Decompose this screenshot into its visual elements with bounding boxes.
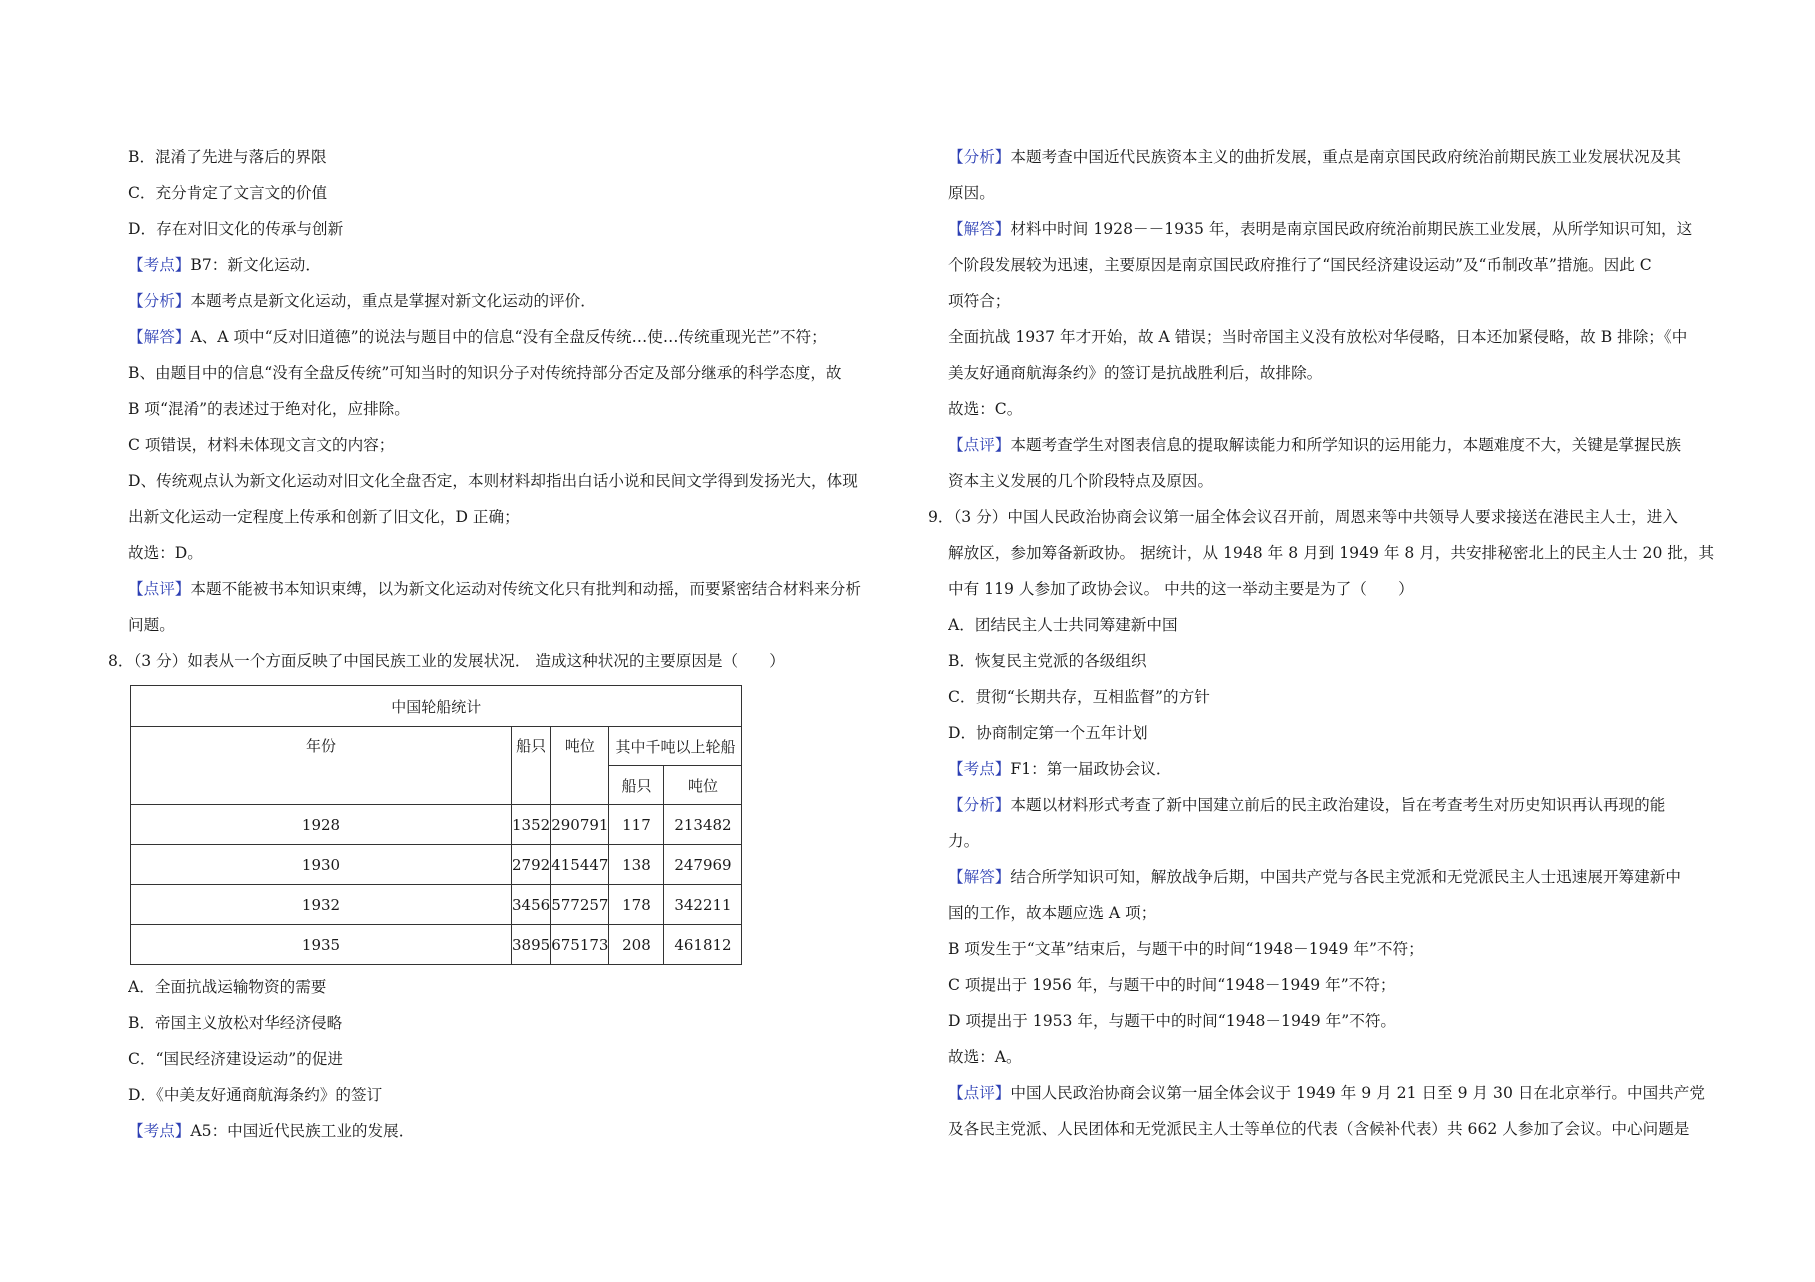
table-caption: 中国轮船统计 (131, 686, 742, 727)
cell-ships: 3456 (512, 885, 551, 925)
kaodian-text: A5：中国近代民族工业的发展． (190, 1122, 415, 1140)
cell-year: 1935 (131, 925, 512, 965)
fenxi-text: 本题考查中国近代民族资本主义的曲折发展，重点是南京国民政府统治前期民族工业发展状况及其 (1010, 148, 1681, 166)
cell-ships: 3895 (512, 925, 551, 965)
kaodian-tag: 【考点】 (128, 256, 191, 274)
fenxi-text: 本题以材料形式考查了新中国建立前后的民主政治建设，旨在考查考生对历史知识再认再现的能 (1010, 796, 1666, 814)
table-row (131, 805, 742, 845)
q9-fenxi (948, 787, 1720, 823)
table-header-sub-ships: 船只 (609, 766, 664, 805)
cell-sub-tonnage: 213482 (664, 805, 742, 845)
q8-stem: 8．（3 分）如表从一个方面反映了中国民族工业的发展状况． 造成这种状况的主要原因是（ ） (108, 652, 785, 670)
q9-option-d: D．协商制定第一个五年计划 (948, 724, 1148, 742)
fenxi-tag: 【分析】 (948, 796, 1011, 814)
cell-sub-tonnage: 247969 (664, 845, 742, 885)
cell-sub-tonnage: 461812 (664, 925, 742, 965)
cell-tonnage: 577257 (551, 885, 609, 925)
q8-option-d: D．《中美友好通商航海条约》的签订 (128, 1086, 383, 1104)
q8-option-a: A．全面抗战运输物资的需要 (128, 978, 327, 996)
q9-stem-line: 解放区，参加筹备新政协。 据统计，从 1948 年 8 月到 1949 年 8 月，共安排秘密北上的民主人士 20 批，其 (948, 544, 1715, 562)
fenxi-tag: 【分析】 (948, 148, 1011, 166)
q7-jieda-line: B、由题目中的信息“没有全盘反传统”可知当时的知识分子对传统持部分否定及部分继承的科学态度，故 (128, 364, 842, 382)
dianping-text: 本题考查学生对图表信息的提取解读能力和所学知识的运用能力，本题难度不大，关键是掌握民族 (1010, 436, 1681, 454)
q7-jieda-line: D、传统观点认为新文化运动对旧文化全盘否定，本则材料却指出白话小说和民间文学得到发扬光大，体现 (128, 472, 858, 490)
table-header-group: 其中千吨以上轮船 (609, 727, 742, 766)
q9-jieda-line: C 项提出于 1956 年，与题干中的时间“1948－1949 年”不符； (948, 976, 1396, 994)
q7-answer: 故选：D。 (128, 544, 203, 562)
table-row (131, 885, 742, 925)
q8-fenxi-line: 原因。 (948, 184, 995, 202)
q8-answer: 故选：C。 (948, 400, 1023, 418)
q7-option-d: D．存在对旧文化的传承与创新 (128, 220, 344, 238)
cell-year: 1930 (131, 845, 512, 885)
q9-dianping-line: 及各民主党派、人民团体和无党派民主人士等单位的代表（含候补代表）共 662 人参加了会议。中心问题是 (948, 1120, 1690, 1138)
table-header-year: 年份 (131, 727, 512, 805)
fenxi-text: 本题考点是新文化运动，重点是掌握对新文化运动的评价． (190, 292, 596, 310)
q8-jieda-line: 美友好通商航海条约》的签订是抗战胜利后，故排除。 (948, 364, 1323, 382)
table-row (131, 925, 742, 965)
q8-fenxi (948, 139, 1720, 175)
kaodian-text: F1：第一届政协会议． (1010, 760, 1172, 778)
dianping-tag: 【点评】 (948, 1084, 1011, 1102)
q8-option-c: C．“国民经济建设运动”的促进 (128, 1050, 344, 1068)
kaodian-tag: 【考点】 (948, 760, 1011, 778)
jieda-tag: 【解答】 (128, 328, 191, 346)
cell-tonnage: 290791 (551, 805, 609, 845)
q9-jieda (948, 859, 1720, 895)
q8-jieda (948, 211, 1720, 247)
q9-stem-line: 9．（3 分）中国人民政治协商会议第一届全体会议召开前，周恩来等中共领导人要求接送在港民主人士，进入 (928, 508, 1678, 526)
q9-option-a: A．团结民主人士共同筹建新中国 (948, 616, 1178, 634)
q7-jieda-line: 出新文化运动一定程度上传承和创新了旧文化，D 正确； (128, 508, 520, 526)
ship-statistics-table (130, 685, 742, 965)
cell-sub-tonnage: 342211 (664, 885, 742, 925)
cell-sub-ships: 117 (609, 805, 664, 845)
q7-dianping-line: 问题。 (128, 616, 175, 634)
q7-jieda (128, 319, 898, 355)
q8-option-b: B．帝国主义放松对华经济侵略 (128, 1014, 343, 1032)
cell-tonnage: 675173 (551, 925, 609, 965)
jieda-tag: 【解答】 (948, 220, 1011, 238)
kaodian-text: B7：新文化运动． (190, 256, 321, 274)
dianping-tag: 【点评】 (948, 436, 1011, 454)
dianping-text: 中国人民政治协商会议第一届全体会议于 1949 年 9 月 21 日至 9 月 30 日在北京举行。中国共产党 (1010, 1084, 1705, 1102)
fenxi-tag: 【分析】 (128, 292, 191, 310)
q8-dianping (948, 427, 1720, 463)
q9-option-b: B．恢复民主党派的各级组织 (948, 652, 1147, 670)
left-column (108, 139, 898, 1149)
cell-year: 1928 (131, 805, 512, 845)
q8-dianping-line: 资本主义发展的几个阶段特点及原因。 (948, 472, 1214, 490)
q9-kaodian (948, 751, 1720, 787)
table-header-sub-tonnage: 吨位 (664, 766, 742, 805)
table-header-tonnage: 吨位 (551, 727, 609, 805)
jieda-tag: 【解答】 (948, 868, 1011, 886)
q9-jieda-line: D 项提出于 1953 年，与题干中的时间“1948－1949 年”不符。 (948, 1012, 1397, 1030)
q9-stem-line: 中有 119 人参加了政协会议。 中共的这一举动主要是为了（ ） (948, 580, 1414, 598)
cell-ships: 1352 (512, 805, 551, 845)
q7-fenxi (128, 283, 898, 319)
right-column (928, 139, 1720, 1147)
q7-option-b: B．混淆了先进与落后的界限 (128, 148, 327, 166)
q9-option-c: C．贯彻“长期共存，互相监督”的方针 (948, 688, 1210, 706)
q8-jieda-line: 项符合； (948, 292, 1011, 310)
kaodian-tag: 【考点】 (128, 1122, 191, 1140)
q9-dianping (948, 1075, 1720, 1111)
jieda-text: 结合所学知识可知，解放战争后期，中国共产党与各民主党派和无党派民主人士迅速展开筹建新中 (1010, 868, 1681, 886)
q8-kaodian (128, 1113, 898, 1149)
q9-jieda-line: 国的工作，故本题应选 A 项； (948, 904, 1157, 922)
dianping-tag: 【点评】 (128, 580, 191, 598)
q9-jieda-line: B 项发生于“文革”结束后，与题干中的时间“1948－1949 年”不符； (948, 940, 1424, 958)
cell-year: 1932 (131, 885, 512, 925)
cell-sub-ships: 208 (609, 925, 664, 965)
q7-jieda-line: B 项“混淆”的表述过于绝对化，应排除。 (128, 400, 410, 418)
dianping-text: 本题不能被书本知识束缚，以为新文化运动对传统文化只有批判和动摇，而要紧密结合材料来分析 (190, 580, 861, 598)
q7-dianping (128, 571, 898, 607)
q9-answer: 故选：A。 (948, 1048, 1022, 1066)
table-header-ships: 船只 (512, 727, 551, 805)
q9-fenxi-line: 力。 (948, 832, 980, 850)
q8-jieda-line: 个阶段发展较为迅速，主要原因是南京国民政府推行了“国民经济建设运动”及“币制改革”措施。因此 C (948, 256, 1652, 274)
q8-jieda-line: 全面抗战 1937 年才开始，故 A 错误；当时帝国主义没有放松对华侵略，日本还加紧侵略，故 B 排除；《中 (948, 328, 1688, 346)
cell-tonnage: 415447 (551, 845, 609, 885)
cell-sub-ships: 178 (609, 885, 664, 925)
q7-jieda-line: C 项错误，材料未体现文言文的内容； (128, 436, 395, 454)
table-row (131, 845, 742, 885)
jieda-text: A、A 项中“反对旧道德”的说法与题目中的信息“没有全盘反传统…使…传统重现光芒”不符； (190, 328, 827, 346)
q7-option-c: C．充分肯定了文言文的价值 (128, 184, 328, 202)
cell-ships: 2792 (512, 845, 551, 885)
q7-kaodian (128, 247, 898, 283)
jieda-text: 材料中时间 1928－－1935 年，表明是南京国民政府统治前期民族工业发展，从所学知识可知，这 (1010, 220, 1693, 238)
cell-sub-ships: 138 (609, 845, 664, 885)
